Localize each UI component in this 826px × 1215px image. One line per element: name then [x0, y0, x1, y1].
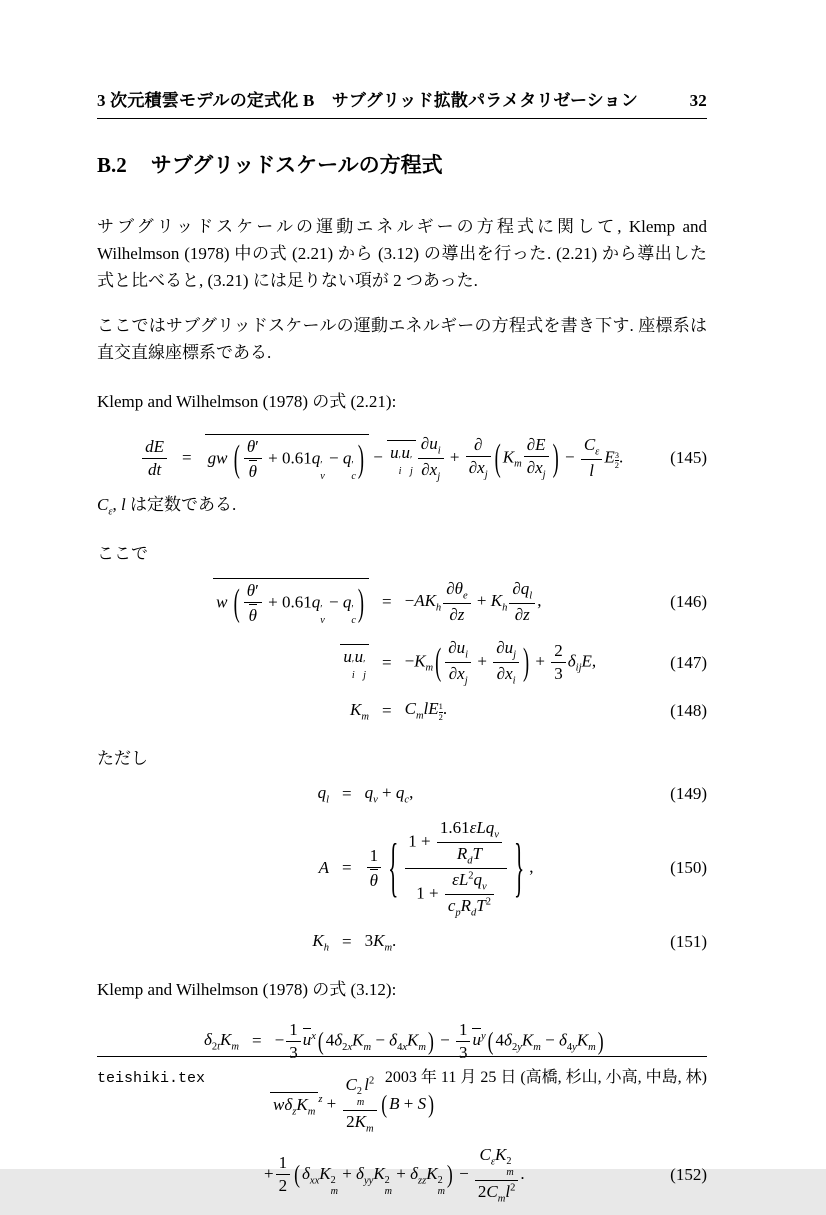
section-number: B.2 — [97, 153, 127, 177]
page-footer — [97, 1056, 707, 1087]
where-label: ここで — [97, 543, 148, 563]
equation-149 — [97, 783, 707, 806]
equation-148 — [97, 699, 707, 723]
equation-152-number: (152) — [670, 1164, 707, 1184]
equation-147-rhs: $-K_m$ ( $\frac{\partial u_i}{\partial x_j}$ + $\frac{\partial u_j}{\partial x_i}$ ) + $\frac{2}{3}$ $\delta_{ij}E$, — [404, 638, 597, 687]
equals-sign: = — [382, 652, 392, 672]
eq221-intro: Klemp and Wilhelmson (1978) の式 (2.21): — [97, 392, 397, 411]
however-label: ただし — [97, 748, 148, 768]
equation-148-lhs: $K_m$ — [350, 699, 369, 722]
equation-151-lhs: $K_h$ — [312, 930, 329, 954]
running-title: 3 次元積雲モデルの定式化 B サブグリッド拡散パラメタリゼーション — [97, 91, 639, 110]
equation-152-line3 — [97, 1145, 707, 1205]
equation-151-rhs: $3K_m$. — [364, 930, 397, 954]
equation-147 — [97, 638, 707, 687]
equation-150-lhs: A — [318, 858, 329, 878]
section-heading — [97, 149, 707, 179]
equation-146-lhs: w ( $\frac{\theta'}{\theta}$ + 0.61q ′ v − q ′ c ) — [97, 578, 369, 626]
equation-145 — [97, 434, 707, 483]
equals-sign: = — [382, 592, 392, 612]
equals-sign: = — [342, 784, 352, 804]
equation-149-rhs: $q_v + q_c$, — [364, 782, 414, 806]
running-header — [97, 86, 707, 119]
equals-sign: = — [182, 448, 192, 468]
text-block — [97, 0, 707, 1215]
equation-148-number: (148) — [670, 701, 707, 721]
equation-150 — [97, 818, 707, 919]
equation-148-rhs: $C_mlE$ $\frac{1}{2}$ . — [404, 699, 448, 723]
equation-151-number: (151) — [670, 932, 707, 952]
equation-150-number: (150) — [670, 858, 707, 878]
equation-151 — [97, 931, 707, 954]
page-number: 32 — [689, 91, 707, 110]
equation-149-lhs: $q_l$ — [317, 782, 329, 806]
equation-145-rhs: gw ( $\frac{\theta'}{\theta}$ + 0.61q ′ v − q ′ c ) − u ′ i u ′ j $\frac{\partial u_i}{\partial x_j}$ + ∂ $\partial x_j$ ( $K_m$ $\frac{\partial E}{\partial x_j}$ ) − $\frac{C_\varepsilon}{l}$ E $\frac{3}{2}$ . — [205, 434, 624, 483]
equals-sign: = — [252, 1031, 262, 1051]
equals-sign: = — [342, 932, 352, 952]
equation-147-number: (147) — [670, 652, 707, 672]
equation-147-lhs: u ′ i u ′ j — [97, 644, 369, 681]
paragraph-coordinates: ここではサブグリッドスケールの運動エネルギーの方程式を書き下す. 座標系は直交直線座標系である. — [97, 316, 707, 362]
equation-150-rhs: $\frac{1}{\theta}$ { 1 + 1.61εLq$_v$ $R_dT$ 1 + $\varepsilon L^2q_v$ $c_pR_dT^2$ } , — [365, 818, 534, 919]
eq312-intro: Klemp and Wilhelmson (1978) の式 (3.12): — [97, 979, 397, 999]
footer-filename: teishiki.tex — [97, 1070, 206, 1087]
equation-146-rhs: $-AK_h$ $\frac{\partial\theta_e}{\partial z}$ + $K_h$ $\frac{\partial q_l}{\partial z}$ , — [404, 579, 542, 624]
equation-149-number: (149) — [670, 784, 707, 804]
paragraph-derivation: サブグリッドスケールの運動エネルギーの方程式に関して, Klemp and Wilhelmson (1978) 中の式 (2.21) から (3.12) の導出を行った. (2.21) から導出した式と比べると, (3.21) には足りない項が 2 つあった. — [97, 217, 707, 290]
equation-145-lhs: $\frac{dE}{dt}$ — [97, 437, 169, 480]
equation-145-number: (145) — [670, 448, 707, 468]
equation-146-number: (146) — [670, 592, 707, 612]
section-title: サブグリッドスケールの方程式 — [150, 153, 443, 177]
equation-146 — [97, 578, 707, 626]
equation-152-rhs-line1: − $\frac{1}{3}$ $u^x$ ( $4\delta_{2x}K_m - \delta_{4x}K_m$ ) − $\frac{1}{3}$ $u^y$ ( $4\delta_{2y}K_m - \delta_{4y}K_m$ ) — [274, 1019, 604, 1062]
equation-152-rhs-line2: $w\delta_zK_m^z$ + C 2 m $l^2$ $2K_m$ ( B + S ) — [270, 1075, 436, 1135]
constants-note: $C_\varepsilon$, l は定数である. — [97, 494, 237, 518]
footer-date-authors: 2003 年 11 月 25 日 (高橋, 杉山, 小高, 中島, 林) — [384, 1069, 707, 1086]
equation-152-rhs-line3: + $\frac{1}{2}$ ( $\delta_{xx}K$ 2 m + $\delta_{yy}K$ 2 m + $\delta_{zz}K$ 2 m ) − $C_\varepsilon K$ 2 m $2C_ml^2$ . — [264, 1144, 525, 1204]
equals-sign: = — [342, 858, 352, 878]
equation-152-lhs: $\delta_{2t}K_m$ — [203, 1029, 239, 1053]
equals-sign: = — [382, 701, 392, 721]
